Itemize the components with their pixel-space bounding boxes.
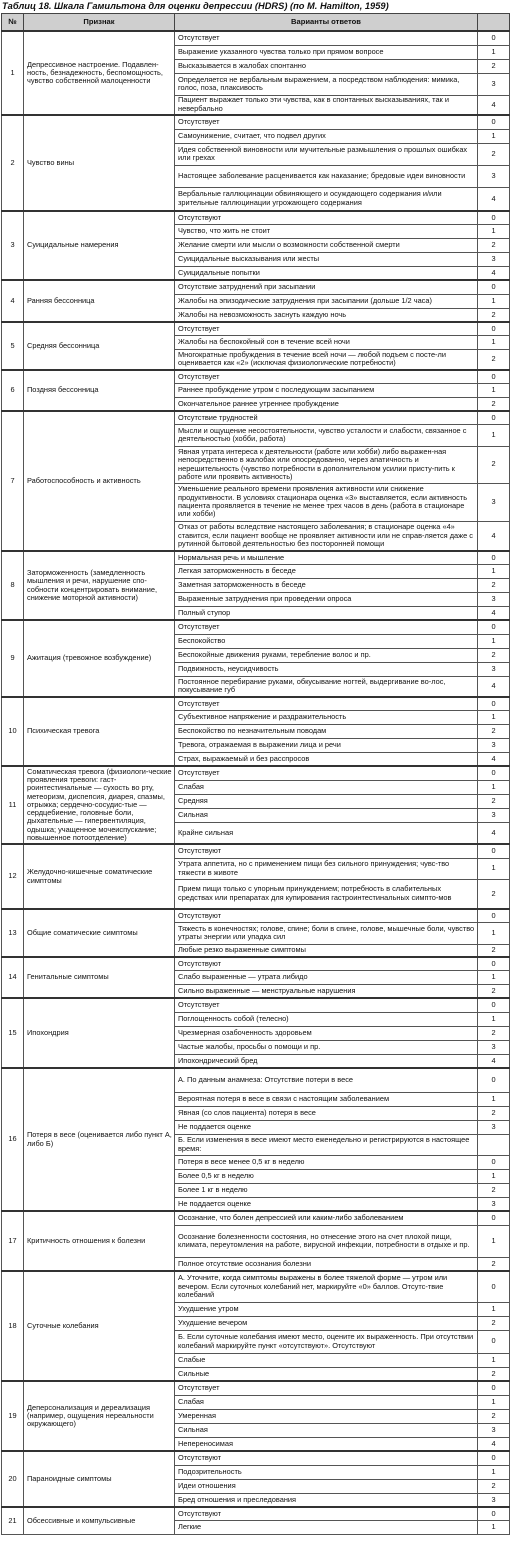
- answer-score: 0: [478, 1155, 510, 1169]
- answer-score: 0: [478, 697, 510, 710]
- answer-option: Б. Если суточные колебания имеют место, оцените их выраженность. При отсутствии колебаний маркируйте пункт «отсутствуют». Отсутствуют: [175, 1330, 478, 1353]
- item-sign: Депрессивное настроение. Подавлен-ность, безнадежность, беспомощность, чувство собственной малоценности: [24, 31, 175, 115]
- item-sign: Соматическая тревога (физиологи-ческие проявления тревоги: гаст-роинтестинальные — сухость во рту, метеоризм, диспепсия, диарея, спазмы, отрыжка; сердечно-сосудис-тые — сердцебиение, головные боли, дыхательные — гипервентиляция, одышка; учащенное мочеиспускание; повышенное потоотделение): [24, 766, 175, 844]
- answer-option: Отсутствуют: [175, 211, 478, 224]
- answer-score: 1: [478, 335, 510, 349]
- answer-option: Средняя: [175, 794, 478, 808]
- table-row: [2, 370, 510, 383]
- answer-option: Полное отсутствие осознания болезни: [175, 1257, 478, 1271]
- answer-score: 2: [478, 308, 510, 322]
- answer-option: Выраженные затруднения при проведении опроса: [175, 592, 478, 606]
- answer-option: Слабая: [175, 1395, 478, 1409]
- answer-option: Подозрительность: [175, 1465, 478, 1479]
- answer-score: 0: [478, 957, 510, 970]
- item-number: 7: [2, 411, 24, 551]
- answer-option: Поглощенность собой (телесно): [175, 1012, 478, 1026]
- answer-option: Потеря в весе менее 0,5 кг в неделю: [175, 1155, 478, 1169]
- answer-option: Отсутствуют: [175, 844, 478, 858]
- answer-score: 0: [478, 322, 510, 335]
- answer-option: Идея собственной виновности или мучительные размышления о прошлых ошибках или грехах: [175, 143, 478, 165]
- item-number: 19: [2, 1381, 24, 1451]
- answer-score: 1: [478, 424, 510, 446]
- item-number: 17: [2, 1211, 24, 1271]
- answer-option: Тяжесть в конечностях; голове, спине; боли в спине, голове, мышечные боли, чувство утраты энергии или упадка сил: [175, 922, 478, 944]
- answer-option: Прием пищи только с упорным принуждением; потребность в слабительных средствах или препаратах для купирования гастроинтестинальных симпто-мов: [175, 879, 478, 909]
- answer-option: Ухудшение утром: [175, 1302, 478, 1316]
- answer-option: Заметная заторможенность в беседе: [175, 578, 478, 592]
- answer-score: 2: [478, 397, 510, 411]
- answer-score: 2: [478, 1257, 510, 1271]
- answer-score: 1: [478, 45, 510, 59]
- answer-option: Беспокойство по незначительным поводам: [175, 724, 478, 738]
- item-group-20: [2, 1451, 510, 1507]
- item-group-1: [2, 31, 510, 115]
- table-row: [2, 957, 510, 970]
- answer-score: 0: [478, 1068, 510, 1092]
- answer-score: 2: [478, 724, 510, 738]
- answer-option: Сильная: [175, 1423, 478, 1437]
- answer-score: 2: [478, 1183, 510, 1197]
- answer-score: 1: [478, 1169, 510, 1183]
- answer-option: Непереносимая: [175, 1437, 478, 1451]
- answer-score: 0: [478, 844, 510, 858]
- answer-option: Тревога, отражаемая в выражении лица и речи: [175, 738, 478, 752]
- item-group-21: [2, 1507, 510, 1534]
- answer-option: Отказ от работы вследствие настоящего заболевания; в стационаре оценка «4» ставится, если пациент вообще не проявляет активности или не справ-ляется даже с рутинной бытовой деятельностью без посторонней помощи: [175, 521, 478, 551]
- item-group-10: [2, 697, 510, 766]
- item-number: 21: [2, 1507, 24, 1534]
- answer-score: 0: [478, 1507, 510, 1520]
- answer-score: 3: [478, 808, 510, 822]
- answer-option: Отсутствуют: [175, 1507, 478, 1520]
- answer-option: Настоящее заболевание расценивается как наказание; бредовые идеи виновности: [175, 165, 478, 187]
- table-row: [2, 1381, 510, 1395]
- answer-score: 1: [478, 1520, 510, 1534]
- table-row: [2, 1451, 510, 1465]
- answer-option: Беспокойство: [175, 634, 478, 648]
- answer-option: Пациент выражает только эти чувства, как в спонтанных высказываниях, так и невербально: [175, 95, 478, 115]
- item-group-18: [2, 1271, 510, 1381]
- item-number: 8: [2, 551, 24, 620]
- answer-score: 1: [478, 224, 510, 238]
- table-row: [2, 211, 510, 224]
- table-row: [2, 998, 510, 1012]
- item-sign: Деперсонализация и дереализация (например, ощущения нереальности окружающего): [24, 1381, 175, 1451]
- item-group-9: [2, 620, 510, 697]
- answer-option: Окончательное раннее утреннее пробуждение: [175, 397, 478, 411]
- answer-score: 0: [478, 1271, 510, 1302]
- answer-score: 2: [478, 879, 510, 909]
- header-sign: Признак: [24, 14, 175, 32]
- answer-option: Мысли и ощущение несостоятельности, чувство усталости и слабости, связанное с деятельностью (хобби, работа): [175, 424, 478, 446]
- answer-score: 4: [478, 266, 510, 280]
- item-sign: Ипохондрия: [24, 998, 175, 1068]
- answer-score: 3: [478, 1197, 510, 1211]
- answer-score: 1: [478, 858, 510, 879]
- item-sign: Заторможенность (замедленность мышления и речи, нарушение спо-собности концентрировать внимание, снижение моторной активности): [24, 551, 175, 620]
- answer-option: Самоунижение, считает, что подвел других: [175, 129, 478, 143]
- answer-option: Не поддается оценке: [175, 1120, 478, 1134]
- answer-option: Идеи отношения: [175, 1479, 478, 1493]
- answer-score: 3: [478, 73, 510, 95]
- answer-score: 4: [478, 752, 510, 766]
- table-row: [2, 31, 510, 45]
- item-group-17: [2, 1211, 510, 1271]
- answer-score: 2: [478, 794, 510, 808]
- answer-score: 1: [478, 710, 510, 724]
- answer-score: 2: [478, 578, 510, 592]
- answer-option: Отсутствуют: [175, 1451, 478, 1465]
- answer-option: Жалобы на беспокойный сон в течение всей ночи: [175, 335, 478, 349]
- answer-score: 2: [478, 648, 510, 662]
- header-answers: Варианты ответов: [175, 14, 478, 32]
- table-row: [2, 620, 510, 634]
- table-header: [2, 14, 510, 32]
- answer-score: 0: [478, 115, 510, 129]
- answer-option: Более 1 кг в неделю: [175, 1183, 478, 1197]
- item-sign: Генитальные симптомы: [24, 957, 175, 998]
- answer-option: Утрата аппетита, но с применением пищи без сильного принуждения; чувс-тво тяжести в животе: [175, 858, 478, 879]
- header-number: №: [2, 14, 24, 32]
- answer-score: 3: [478, 1120, 510, 1134]
- item-group-2: [2, 115, 510, 211]
- answer-option: Полный ступор: [175, 606, 478, 620]
- answer-option: Ипохондрический бред: [175, 1054, 478, 1068]
- answer-option: Бред отношения и преследования: [175, 1493, 478, 1507]
- item-group-11: [2, 766, 510, 844]
- answer-score: 2: [478, 1026, 510, 1040]
- answer-score: 4: [478, 1437, 510, 1451]
- answer-score: 1: [478, 1353, 510, 1367]
- answer-option: Определяется не вербальным выражением, а посредством наблюдения: мимика, голос, поза, плаксивость: [175, 73, 478, 95]
- answer-option: Многократные пробуждения в течение всей ночи — любой подъем с посте-ли оценивается как «2» (исключая физиологические потребности): [175, 349, 478, 370]
- answer-score: 4: [478, 521, 510, 551]
- answer-option: Явная утрата интереса к деятельности (работе или хобби) либо выражен-ная непосредственно в жалобах или опосредованно, через апатичность и нерешительность (чувство потребности в дополнительном усилии присту-пить к работе или проявить активность): [175, 446, 478, 483]
- answer-option: А. По данным анамнеза: Отсутствие потери в весе: [175, 1068, 478, 1092]
- answer-score: 1: [478, 129, 510, 143]
- answer-option: Беспокойные движения руками, теребление волос и пр.: [175, 648, 478, 662]
- answer-option: Выражение указанного чувства только при прямом вопросе: [175, 45, 478, 59]
- item-sign: Обсессивные и компульсивные: [24, 1507, 175, 1534]
- item-number: 3: [2, 211, 24, 280]
- item-sign: Ажитация (тревожное возбуждение): [24, 620, 175, 697]
- answer-score: 2: [478, 1316, 510, 1330]
- answer-score: 2: [478, 59, 510, 73]
- answer-option: Слабая: [175, 780, 478, 794]
- answer-option: Отсутствует: [175, 1381, 478, 1395]
- answer-score: 0: [478, 1381, 510, 1395]
- table-row: [2, 844, 510, 858]
- answer-option: Явная (со слов пациента) потеря в весе: [175, 1106, 478, 1120]
- answer-score: 0: [478, 1211, 510, 1225]
- answer-option: Более 0,5 кг в неделю: [175, 1169, 478, 1183]
- table-row: [2, 411, 510, 424]
- item-number: 5: [2, 322, 24, 370]
- answer-score: 0: [478, 211, 510, 224]
- answer-option: Чрезмерная озабоченность здоровьем: [175, 1026, 478, 1040]
- answer-option: Жалобы на невозможность заснуть каждую ночь: [175, 308, 478, 322]
- answer-option: Осознание, что болен депрессией или каким-либо заболеванием: [175, 1211, 478, 1225]
- answer-option: Нормальная речь и мышление: [175, 551, 478, 564]
- item-number: 12: [2, 844, 24, 909]
- table-row: [2, 697, 510, 710]
- item-number: 6: [2, 370, 24, 411]
- answer-option: Сильные: [175, 1367, 478, 1381]
- answer-score: 0: [478, 280, 510, 294]
- answer-option: Отсутствует: [175, 322, 478, 335]
- answer-score: 2: [478, 1409, 510, 1423]
- table-row: [2, 322, 510, 335]
- item-group-5: [2, 322, 510, 370]
- answer-score: 0: [478, 370, 510, 383]
- item-number: 14: [2, 957, 24, 998]
- answer-option: Высказывается в жалобах спонтанно: [175, 59, 478, 73]
- answer-score: 1: [478, 1012, 510, 1026]
- answer-score: 4: [478, 822, 510, 844]
- answer-option: Отсутствуют: [175, 957, 478, 970]
- answer-score: 1: [478, 564, 510, 578]
- answer-score: 1: [478, 970, 510, 984]
- table-row: [2, 1507, 510, 1520]
- table-row: [2, 1211, 510, 1225]
- item-sign: Критичность отношения к болезни: [24, 1211, 175, 1271]
- item-number: 4: [2, 280, 24, 322]
- answer-option: Субъективное напряжение и раздражительность: [175, 710, 478, 724]
- item-number: 15: [2, 998, 24, 1068]
- answer-option: Отсутствует: [175, 115, 478, 129]
- answer-score: 2: [478, 1106, 510, 1120]
- answer-option: Б. Если изменения в весе имеют место еженедельно и регистрируются в настоящее время:: [175, 1134, 478, 1155]
- answer-score: 1: [478, 294, 510, 308]
- item-sign: Чувство вины: [24, 115, 175, 211]
- answer-score: 1: [478, 1302, 510, 1316]
- answer-score: [478, 1134, 510, 1155]
- table-row: [2, 551, 510, 564]
- answer-score: 0: [478, 909, 510, 922]
- answer-score: 0: [478, 620, 510, 634]
- answer-score: 3: [478, 662, 510, 676]
- item-group-13: [2, 909, 510, 957]
- answer-score: 4: [478, 606, 510, 620]
- item-group-6: [2, 370, 510, 411]
- item-sign: Ранняя бессонница: [24, 280, 175, 322]
- answer-option: Легкая заторможенность в беседе: [175, 564, 478, 578]
- item-group-3: [2, 211, 510, 280]
- answer-score: 2: [478, 984, 510, 998]
- answer-score: 1: [478, 780, 510, 794]
- answer-score: 3: [478, 252, 510, 266]
- answer-option: Страх, выражаемый и без расспросов: [175, 752, 478, 766]
- answer-option: Суицидальные высказывания или жесты: [175, 252, 478, 266]
- table-row: [2, 1271, 510, 1302]
- answer-option: Отсутствуют: [175, 909, 478, 922]
- answer-option: А. Уточните, когда симптомы выражены в более тяжелой форме — утром или вечером. Если суточных колебаний нет, маркируйте «0» баллов. Отсутс-твие колебаний: [175, 1271, 478, 1302]
- answer-option: Сильно выраженные — менструальные нарушения: [175, 984, 478, 998]
- answer-score: 3: [478, 592, 510, 606]
- header-row: [2, 14, 510, 32]
- item-sign: Общие соматические симптомы: [24, 909, 175, 957]
- item-sign: Суицидальные намерения: [24, 211, 175, 280]
- item-number: 2: [2, 115, 24, 211]
- answer-score: 1: [478, 634, 510, 648]
- answer-option: Крайне сильная: [175, 822, 478, 844]
- answer-score: 0: [478, 998, 510, 1012]
- item-number: 16: [2, 1068, 24, 1211]
- answer-option: Слабые: [175, 1353, 478, 1367]
- answer-score: 2: [478, 349, 510, 370]
- answer-score: 2: [478, 1479, 510, 1493]
- item-number: 9: [2, 620, 24, 697]
- answer-option: Частые жалобы, просьбы о помощи и пр.: [175, 1040, 478, 1054]
- answer-score: 1: [478, 383, 510, 397]
- item-sign: Потеря в весе (оценивается либо пункт А, либо Б): [24, 1068, 175, 1211]
- item-group-12: [2, 844, 510, 909]
- answer-option: Легкие: [175, 1520, 478, 1534]
- table-row: [2, 1068, 510, 1092]
- answer-option: Подвижность, неусидчивость: [175, 662, 478, 676]
- table-row: [2, 766, 510, 780]
- answer-score: 3: [478, 483, 510, 521]
- answer-score: 2: [478, 143, 510, 165]
- answer-option: Сильная: [175, 808, 478, 822]
- answer-option: Чувство, что жить не стоит: [175, 224, 478, 238]
- answer-score: 4: [478, 676, 510, 697]
- answer-option: Отсутствует: [175, 620, 478, 634]
- table-caption: Таблиц 18. Шкала Гамильтона для оценки депрессии (HDRS) (по M. Hamilton, 1959): [2, 1, 389, 11]
- answer-score: 0: [478, 551, 510, 564]
- answer-option: Ухудшение вечером: [175, 1316, 478, 1330]
- item-sign: Психическая тревога: [24, 697, 175, 766]
- answer-score: 1: [478, 922, 510, 944]
- answer-option: Уменьшение реального времени проявления активности или снижение продуктивности. В условиях стационара оценка «3» выставляется, если активность пациента проявляется в течение не менее трех часов в день (работа в стационаре или хобби): [175, 483, 478, 521]
- answer-option: Отсутствие затруднений при засыпании: [175, 280, 478, 294]
- item-sign: Работоспособность и активность: [24, 411, 175, 551]
- item-group-4: [2, 280, 510, 322]
- header-score: [478, 14, 510, 32]
- item-number: 20: [2, 1451, 24, 1507]
- table-row: [2, 115, 510, 129]
- answer-score: 3: [478, 165, 510, 187]
- answer-option: Отсутствует: [175, 697, 478, 710]
- answer-score: 4: [478, 187, 510, 211]
- answer-score: 1: [478, 1395, 510, 1409]
- answer-option: Умеренная: [175, 1409, 478, 1423]
- answer-score: 0: [478, 31, 510, 45]
- answer-score: 0: [478, 1451, 510, 1465]
- item-sign: Параноидные симптомы: [24, 1451, 175, 1507]
- item-sign: Поздняя бессонница: [24, 370, 175, 411]
- answer-score: 3: [478, 1493, 510, 1507]
- answer-option: Суицидальные попытки: [175, 266, 478, 280]
- answer-option: Постоянное перебирание руками, обкусывание ногтей, выдергивание во-лос, покусывание губ: [175, 676, 478, 697]
- item-number: 11: [2, 766, 24, 844]
- answer-option: Вероятная потеря в весе в связи с настоящим заболеванием: [175, 1092, 478, 1106]
- answer-score: 3: [478, 1040, 510, 1054]
- table-row: [2, 909, 510, 922]
- answer-option: Отсутствует: [175, 766, 478, 780]
- answer-score: 0: [478, 766, 510, 780]
- item-group-14: [2, 957, 510, 998]
- answer-score: 0: [478, 411, 510, 424]
- answer-option: Раннее пробуждение утром с последующим засыпанием: [175, 383, 478, 397]
- answer-score: 4: [478, 95, 510, 115]
- answer-option: Жалобы на эпизодические затруднения при засыпании (дольше 1/2 часа): [175, 294, 478, 308]
- answer-option: Желание смерти или мысли о возможности собственной смерти: [175, 238, 478, 252]
- answer-score: 1: [478, 1465, 510, 1479]
- answer-score: 2: [478, 238, 510, 252]
- item-sign: Желудочно-кишечные соматические симптомы: [24, 844, 175, 909]
- item-group-15: [2, 998, 510, 1068]
- answer-option: Любые резко выраженные симптомы: [175, 944, 478, 957]
- answer-score: 0: [478, 1330, 510, 1353]
- answer-score: 2: [478, 944, 510, 957]
- item-group-7: [2, 411, 510, 551]
- item-number: 1: [2, 31, 24, 115]
- answer-option: Отсутствует: [175, 998, 478, 1012]
- hdrs-table: [1, 13, 510, 1535]
- answer-option: Слабо выраженные — утрата либидо: [175, 970, 478, 984]
- item-sign: Суточные колебания: [24, 1271, 175, 1381]
- item-number: 13: [2, 909, 24, 957]
- item-number: 18: [2, 1271, 24, 1381]
- answer-score: 1: [478, 1225, 510, 1257]
- answer-option: Отсутствует: [175, 31, 478, 45]
- item-group-8: [2, 551, 510, 620]
- answer-score: 1: [478, 1092, 510, 1106]
- answer-score: 3: [478, 1423, 510, 1437]
- answer-option: Отсутствие трудностей: [175, 411, 478, 424]
- answer-option: Не поддается оценке: [175, 1197, 478, 1211]
- table-row: [2, 280, 510, 294]
- answer-option: Вербальные галлюцинации обвиняющего и осуждающего содержания и/или зрительные галлюцинации угрожающего содержания: [175, 187, 478, 211]
- answer-score: 3: [478, 738, 510, 752]
- answer-option: Осознание болезненности состояния, но отнесение этого на счет плохой пищи, климата, переутомления на работе, вирусной инфекции, потребности в отдыхе и пр.: [175, 1225, 478, 1257]
- item-group-19: [2, 1381, 510, 1451]
- answer-score: 4: [478, 1054, 510, 1068]
- item-sign: Средняя бессонница: [24, 322, 175, 370]
- answer-score: 2: [478, 1367, 510, 1381]
- item-group-16: [2, 1068, 510, 1211]
- item-number: 10: [2, 697, 24, 766]
- answer-option: Отсутствует: [175, 370, 478, 383]
- answer-score: 2: [478, 446, 510, 483]
